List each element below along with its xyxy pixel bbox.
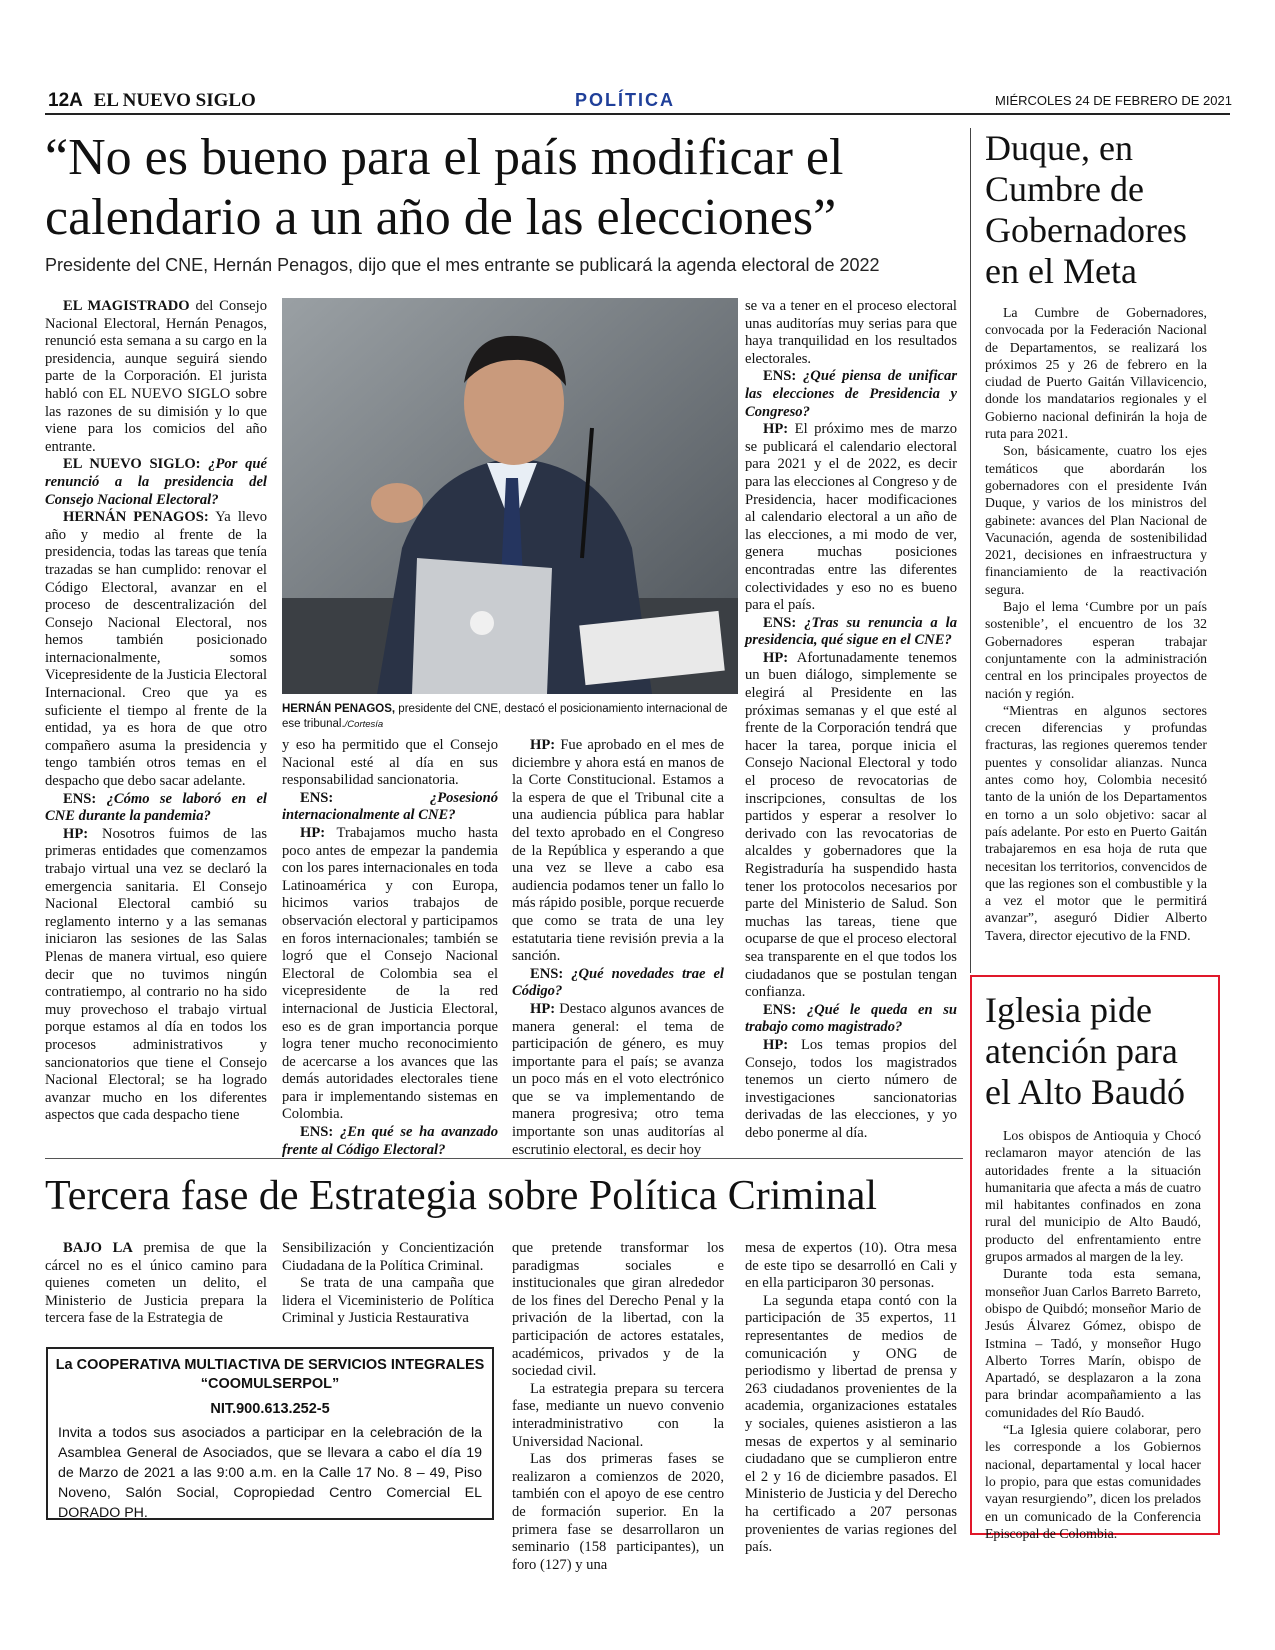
paragraph: Se trata de una campaña que lidera el Viceministerio de Política Criminal y Justicia Restaurativa [282,1275,494,1327]
question-text: ¿Tras su renuncia a la presidencia, qué sigue en el CNE? [745,614,957,649]
answer-text: El próximo mes de marzo se publicará el calendario electoral para 2021 y el de 2022, es decir para las elecciones al Congreso y de Presidencia, hacer modificaciones al calendario electoral a un año de las elecciones, a mi modo de ver, genera muchas posiciones encontradas entre las diferentes colectividades y eso no es bueno para el país. [745,421,957,614]
main-headline: “No es bueno para el país modificar el calendario a un año de las elecciones” [45,129,844,246]
question-speaker: ENS: [300,789,430,806]
question-text: ¿Qué le queda en su trabajo como magistrado? [745,1001,957,1036]
answer-text: Nosotros fuimos de las primeras entidades que comenzamos trabajo virtual una vez se declaró la emergencia sanitaria. El Consejo Nacional Electoral cambió su reglamento interno y a las semanas iniciaron las sesiones de las Salas Plenas de manera virtual, eso quiere decir que no tuvimos ningún contratiempo, al contrario no ha sido muy provechoso el trabajo virtual porque estamos al día en todos los procesos administrativos y sancionatorios que tiene el Consejo Nacional Electoral; se ha logrado avanzar mucho en los diferentes aspectos que cada despacho tiene [45,825,267,1124]
answer-speaker: HERNÁN PENAGOS: [63,509,209,526]
answer-speaker: HP: [63,825,89,842]
side-article-2-headline: Iglesia pide atención para el Alto Baudó [985,990,1185,1112]
paragraph: La estrategia prepara su tercera fase, mediante un nuevo convenio interadministrativo con la Universidad Nacional. [512,1380,724,1450]
notice-org-short: “COOMULSERPOL” [200,1376,340,1392]
second-article-col1 [45,1240,267,1328]
main-subheadline: Presidente del CNE, Hernán Penagos, dijo que el mes entrante se publicará la agenda electoral de 2022 [45,255,880,275]
side-article-2-body [985,1127,1201,1542]
answer-speaker: HP: [763,1036,789,1053]
answer-text: Fue aprobado en el mes de diciembre y ahora está en manos de la Corte Constitucional. Estamos a la espera de que el Tribunal cite a una audiencia pública para hablar del texto aprobado en el Congreso de la República y esperando a que una vez se lleve a cabo esa audiencia podamos tener un fallo lo más rápido posible, porque recuerde que como se trata de una ley estatutaria tiene revisión previa a la sanción. [512,737,724,965]
main-article-col3 [512,737,724,1159]
second-article-col2 [282,1240,494,1328]
answer-speaker: HP: [300,824,326,841]
second-article-col4 [745,1240,957,1557]
lead-word: EL MAGISTRADO [63,298,190,314]
answer-speaker: HP: [763,649,789,666]
answer-text: Destaco algunos avances de manera general: el tema de participación de género, es muy importante para el país; se avanza un poco más en el voto electrónico que se va implementando de manera progresiva; otro tema importante son unas auditorías al escrutinio electoral, es decir hoy [512,1000,724,1158]
masthead [48,90,256,112]
lead-word: BAJO LA [63,1240,133,1256]
question-speaker: ENS: [530,965,572,982]
paragraph: “La Iglesia quiere colaborar, pero les corresponde a los Gobiernos nacional, departamental y local hacer lo propio, para que estas comunidades vayan resurgiendo”, dicen los prelados en un comunicado de la Conferencia Episcopal de Colombia. [985,1422,1201,1541]
paragraph: mesa de expertos (10). Otra mesa de este tipo se desarrolló en Cali y en ella participaron 30 personas. [745,1240,957,1292]
answer-speaker: HP: [763,421,789,438]
second-article-headline: Tercera fase de Estrategia sobre Política Criminal [45,1173,878,1219]
newspaper-name: EL NUEVO SIGLO [93,90,256,111]
question-speaker: ENS: [763,368,803,385]
notice-org: La COOPERATIVA MULTIACTIVA DE SERVICIOS INTEGRALES [55,1357,485,1373]
paragraph: premisa de que la cárcel no es el único camino para quienes cometen un delito, el Ministerio de Justicia prepara la tercera fase de la Estrategia de [45,1240,267,1327]
main-article-col1 [45,298,267,1125]
issue-date: MIÉRCOLES 24 DE FEBRERO DE 2021 [995,93,1232,108]
continued-text: y eso ha permitido que el Consejo Nacional esté al día en sus responsabilidad sancionatoria. [282,737,498,789]
question-speaker: ENS: [763,1001,807,1018]
person-photo-icon [282,298,738,694]
continued-text: se va a tener en el proceso electoral unas auditorías muy serias para que haya tranquilidad en los resultados electorales. [745,298,957,367]
intro-text: del Consejo Nacional Electoral, Hernán Penagos, renunció esta semana a su cargo en la presidencia, aunque seguirá siendo parte de la Corporación. El jurista habló con EL NUEVO SIGLO sobre las razones de su dimisión y lo que viene para los comicios del año entrante. [45,298,267,455]
question-text: ¿Qué novedades trae el Código? [512,965,724,1000]
main-article-col4 [745,298,957,1143]
main-article-col2 [282,737,498,1159]
notice-nit: NIT.900.613.252-5 [210,1401,330,1417]
photo-credit: /Cortesía [344,719,384,730]
caption-text: presidente del CNE, destacó el posicionamiento internacional de ese tribunal. [282,703,728,730]
penagos-photo [282,298,738,694]
answer-text: Ya llevo año y medio al frente de la presidencia, todas las tareas que tenía trazadas se han cumplido: renovar el Código Electoral, avanzar en el proceso de descentralización del Consejo Nacional Electoral, nos hemos también posicionado internacionalmente, somos Vicepresidente de la Justicia Electoral Internacional. Creo que ya es suficiente el tiempo al frente de la entidad, ya es hora de que otro compañero asuma la presidencia y tengo también otros temas en el despacho que debo sacar adelante. [45,509,267,790]
side-article-1-headline: Duque, en Cumbre de Gobernadores en el Meta [985,128,1187,291]
question-text: ¿En qué se ha avanzado frente al Código Electoral? [282,1124,498,1158]
side-article-duque [985,128,1220,944]
paragraph: Los obispos de Antioquia y Chocó reclamaron mayor atención de las autoridades frente a la situación humanitaria que afecta a más de cuatro mil habitantes confinados en zona rural del municipio de Alto Baudó, producto del enfrentamiento entre grupos armados al margen de la ley. [985,1128,1201,1265]
column-divider [970,128,971,973]
paragraph: Son, básicamente, cuatro los ejes temáticos que abordarán los gobernadores con el presidente Iván Duque, y varios de los ministros del gabinete: avances del Plan Nacional de Vacunación, agenda de sostenibilidad 2021, decisiones en infraestructura y financiamiento de la reactivación segura. [985,443,1207,597]
answer-text: Afortunadamente tenemos un buen diálogo, simplemente se elegirá al Presidente en las próximas semanas y el que esté al frente de la Corporación tendrá que hacer la tarea, porque inicia el Consejo Nacional Electoral y todo el proceso de revocatorias de inscripciones, consultas de los partidos y esperar a resolver lo derivado con las revocatorias de alcaldes y gobernadores que la Registraduría ha suspendido hasta tener los protocolos necesarios por parte del Ministerio de Salud. Son muchas las tareas, tiene que ocuparse de que el proceso electoral sea transparente en el que todos los ciudadanos que se postulan tengan confianza. [745,649,957,1001]
paragraph: Sensibilización y Concientización Ciudadana de la Política Criminal. [282,1240,494,1274]
paragraph: “Mientras en algunos sectores crecen diferencias y profundas fracturas, las regiones queremos tender puentes y consolidar alianzas. Nunca antes como hoy, Colombia necesitó tanto de la unión de los Departamentos en torno a un solo objetivo: sacar al país adelante. Por esto en Puerto Gaitán trabajaremos en esa hoja de ruta que necesitan los territorios, convencidos de que las regiones son el combustible y la a vez el motor que le permitirá avanzar”, aseguró Didier Alberto Tavera, director ejecutivo de la FND. [985,702,1207,943]
question-speaker: ENS: [300,1124,340,1141]
paragraph: que pretende transformar los paradigmas sociales e institucionales que giran alrededor de los fines del Derecho Penal y la privación de la libertad, con la participación de actores estatales, académicos, privados y de la sociedad civil. [512,1240,724,1380]
paragraph: Las dos primeras fases se realizaron a comienzos de 2020, también con el apoyo de ese centro de formación superior. En la primera fase se desarrollaron un seminario (158 participantes), un foro (127) y una [512,1451,724,1573]
answer-speaker: HP: [530,1000,556,1017]
photo-caption [282,702,738,732]
question-speaker: ENS: [63,790,107,807]
paragraph: La Cumbre de Gobernadores, convocada por la Federación Nacional de Departamentos, se realizará los próximos 25 y 26 de febrero en la ciudad de Puerto Gaitán Villavicencio, donde los mandatarios regionales y el Gobierno nacional definirán la hoja de ruta para 2021. [985,305,1207,442]
question-text: ¿Posesionó internacionalmente al CNE? [282,789,498,824]
caption-name: HERNÁN PENAGOS, [282,703,396,715]
paragraph: Bajo el lema ‘Cumbre por un país sostenible’, el encuentro de los 32 Gobernadores esperan trabajar conjuntamente con la administración central en los principales proyectos de nación y región. [985,599,1207,701]
question-speaker: EL NUEVO SIGLO: [63,456,209,473]
second-article-col3 [512,1240,724,1574]
paragraph: Durante toda esta semana, monseñor Juan Carlos Barreto Barreto, obispo de Quibdó; monseñor Mario de Jesús Álvarez Gómez, obispo de Istmina – Tadó, y monseñor Hugo Alberto Torres Marín, obispo de Apartadó, se desplazaron a la zona para brindar acompañamiento a las comunidades del Río Baudó. [985,1266,1201,1420]
answer-text: Trabajamos mucho hasta poco antes de empezar la pandemia con los pares internacionales en toda Latinoamérica y con Europa, hicimos varios trabajos de observación electoral y participamos en foros internacionales; también se logró que el Consejo Nacional Electoral de Colombia sea el vicepresidente de la red internacional de Justicia Electoral, eso es de gran importancia porque logra tener mucho reconocimiento de acercarse a los avances que las demás autoridades electorales tiene para ir implementando sistemas en Colombia. [282,824,498,1123]
header-divider [45,113,1230,115]
article-divider [45,1158,963,1159]
question-text: ¿Cómo se laboró en el CNE durante la pandemia? [45,790,267,825]
side-article-iglesia [985,990,1210,1542]
page-number: 12A [48,90,83,111]
question-speaker: ENS: [763,614,805,631]
section-title: POLÍTICA [575,90,675,110]
notice-body: Invita a todos sus asociados a participar en la celebración de la Asamblea General de Asociados, que se llevara a cabo el día 19 de Marzo de 2021 a las 9:00 a.m. en la Calle 17 No. 8 – 49, Piso Noveno, Salón Social, Copropiedad Centro Comercial EL DORADO PH. [58,1425,482,1521]
question-text: ¿Por qué renunció a la presidencia del Consejo Nacional Electoral? [45,456,267,508]
side-article-1-body [985,304,1207,944]
question-text: ¿Qué piensa de unificar las elecciones de Presidencia y Congreso? [745,368,957,420]
answer-text: Los temas propios del Consejo, todos los magistrados tenemos un cierto número de investigaciones sancionatorias derivadas de las elecciones, y yo debo ponerme al día. [745,1036,957,1141]
answer-speaker: HP: [530,737,556,753]
paragraph: La segunda etapa contó con la participación de 35 expertos, 11 representantes de medios de comunicación y ONG de periodismo y libertad de prensa y 263 ciudadanos provenientes de la academia, organizaciones estatales y sociales, quienes asistieron a las mesas de expertos y al seminario ciudadano que se cumplieron entre el 2 y 16 de diciembre pasados. El Ministerio de Justicia y del Derecho ha certificado a 207 personas provenientes de varias regiones del país. [745,1292,957,1556]
cooperative-notice [46,1347,494,1520]
